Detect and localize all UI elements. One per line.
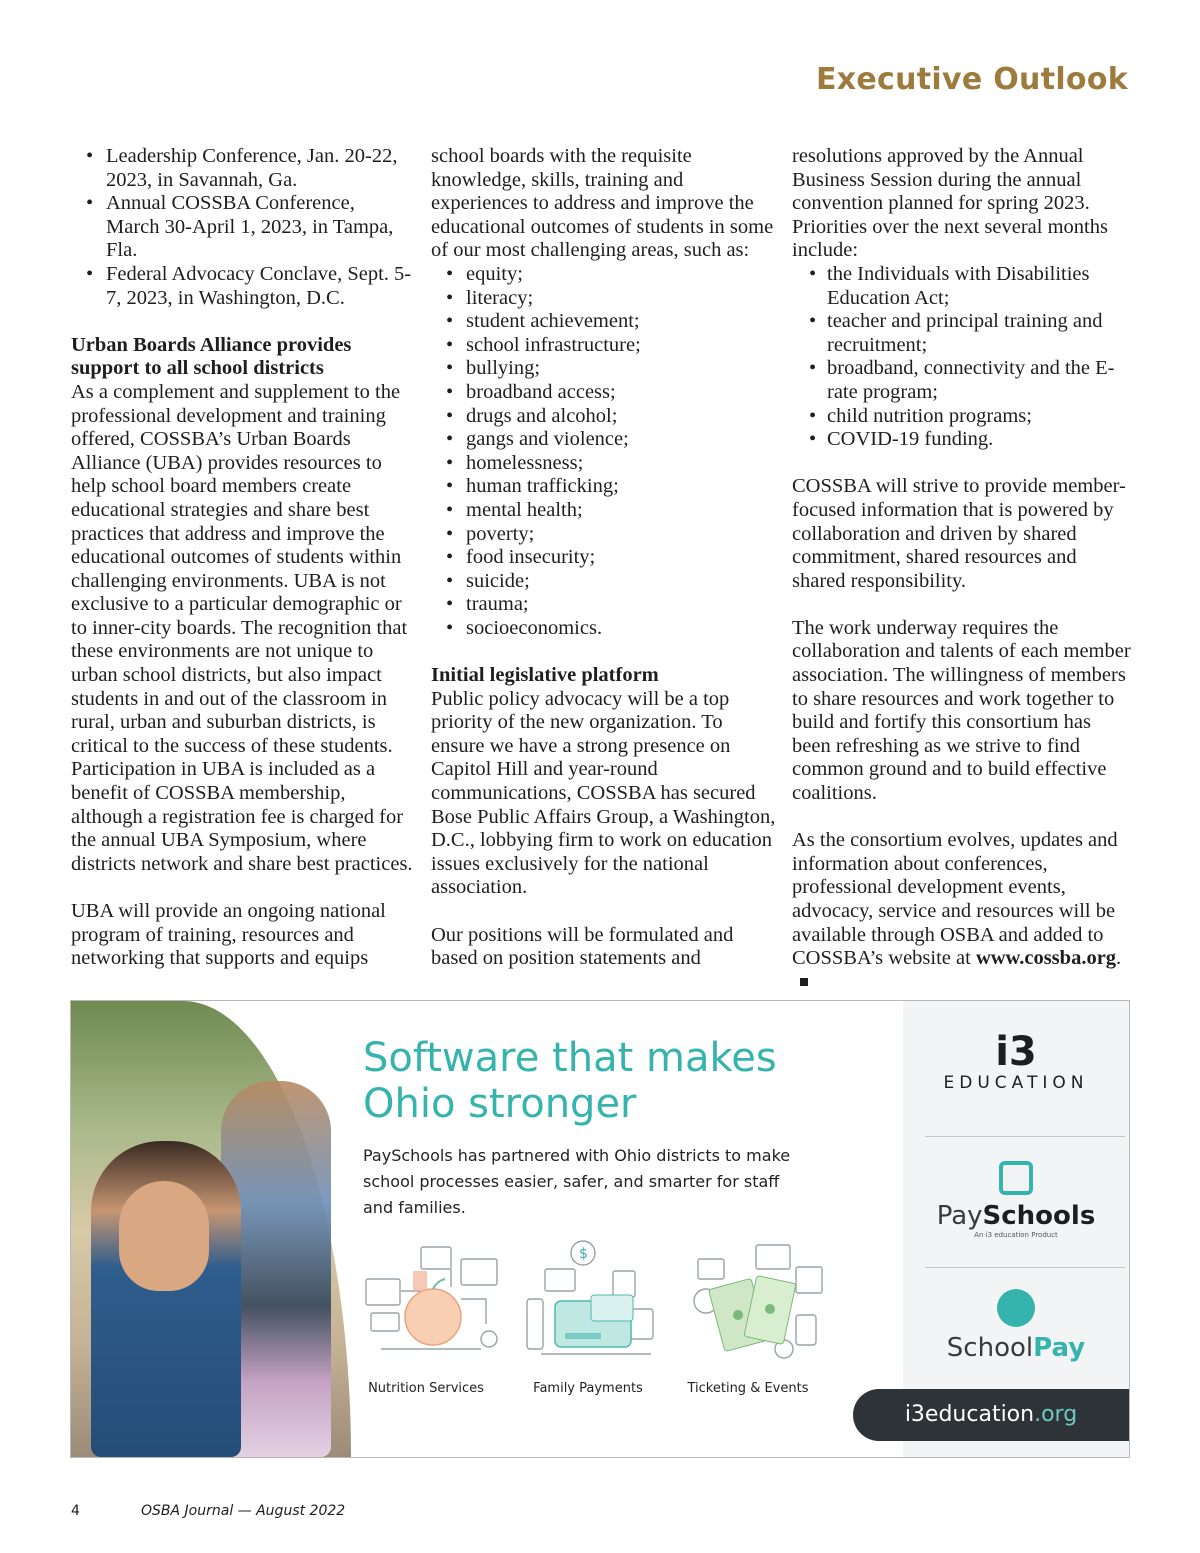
uba-paragraph-2: UBA will provide an ongoing national program of training, resources and networking that supports and equips <box>71 900 386 970</box>
ad-url[interactable] <box>853 1389 1129 1441</box>
schoolpay-icon <box>997 1289 1035 1327</box>
family-payments-icon <box>521 1239 671 1369</box>
divider <box>925 1267 1125 1268</box>
priorities-list <box>792 263 1132 452</box>
list-item: • poverty; <box>431 523 776 547</box>
uba-heading: Urban Boards Alliance provides support to all school districts <box>71 333 352 380</box>
service-label: Family Payments <box>533 1381 643 1396</box>
list-item: • the Individuals with Disabilities Education Act; <box>792 263 1132 310</box>
list-item: • food insecurity; <box>431 546 776 570</box>
ad-headline: Software that makes Ohio stronger <box>363 1035 777 1127</box>
payschools-pay: Pay <box>936 1201 983 1231</box>
service-label: Nutrition Services <box>368 1381 484 1396</box>
uba-paragraph: As a complement and supplement to the professional development and training offered, COSSBA’s Urban Boards Alliance (UBA) provides resources to help school board members create educational strategies and share best practices that address and improve the educational outcomes of students within challenging environments. UBA is not exclusive to a particular demographic or to inner-city boards. The recognition that these environments are not unique to urban school districts, but also impact students in and out of the classroom in rural, urban and suburban districts, is critical to the success of these students. Participation in UBA is included as a benefit of COSSBA membership, although a registration fee is charged for the annual UBA Symposium, where districts network and share best practices. <box>71 380 413 875</box>
i3-education-logo <box>903 1029 1129 1093</box>
list-item: • mental health; <box>431 499 776 523</box>
section-title: Executive Outlook <box>815 62 1128 97</box>
page-footer <box>71 1503 345 1519</box>
list-item: • homelessness; <box>431 452 776 476</box>
events-list <box>71 145 413 310</box>
list-item: • gangs and violence; <box>431 428 776 452</box>
list-item: • equity; <box>431 263 776 287</box>
i3-mark: i3 <box>995 1029 1037 1075</box>
schoolpay-school: School <box>946 1333 1034 1363</box>
list-item: • drugs and alcohol; <box>431 405 776 429</box>
list-item: • teacher and principal training and recruitment; <box>792 310 1132 357</box>
legislative-paragraph: Public policy advocacy will be a top priority of the new organization. To ensure we have a strong presence on Capitol Hill and year-round communications, COSSBA has secured Bose Public Affairs Group, a Washington, D.C., lobbying firm to work on education issues exclusively for the national association. <box>431 687 776 899</box>
nutrition-services-icon <box>361 1239 511 1369</box>
consortium-text: As the consortium evolves, updates and information about conferences, professional development events, advocacy, service and resources will be available through OSBA and added to COSSBA’s website at <box>792 829 1118 970</box>
payschools-tagline: An i3 education Product <box>974 1231 1058 1239</box>
list-item: • broadband access; <box>431 381 776 405</box>
payschools-logo <box>903 1161 1129 1239</box>
list-item: • trauma; <box>431 593 776 617</box>
i3-wordmark: EDUCATION <box>943 1073 1089 1093</box>
list-item: • suicide; <box>431 570 776 594</box>
list-item: • child nutrition programs; <box>792 405 1132 429</box>
url-tld: .org <box>1034 1402 1078 1427</box>
strive-paragraph: COSSBA will strive to provide member-focused information that is powered by collaboration and driven by shared commitment, shared resources and shared responsibility. <box>792 475 1126 592</box>
schoolpay-logo <box>903 1289 1129 1363</box>
list-item: • human trafficking; <box>431 475 776 499</box>
column-3 <box>792 145 1132 994</box>
payschools-icon <box>999 1161 1033 1195</box>
payschools-schools: Schools <box>982 1201 1096 1231</box>
areas-list <box>431 263 776 641</box>
legislative-heading: Initial legislative platform <box>431 664 659 687</box>
list-item: • school infrastructure; <box>431 334 776 358</box>
list-item: • Federal Advocacy Conclave, Sept. 5-7, 2023, in Washington, D.C. <box>71 263 413 310</box>
photo-face <box>119 1181 209 1291</box>
consortium-paragraph <box>792 829 1132 994</box>
list-item: • Annual COSSBA Conference, March 30-April 1, 2023, in Tampa, Fla. <box>71 192 413 263</box>
period: . <box>1116 947 1122 970</box>
schoolpay-pay: Pay <box>1033 1333 1086 1363</box>
payschools-wordmark <box>903 1201 1129 1231</box>
areas-intro: school boards with the requisite knowledge, skills, training and experiences to address and improve the educational outcomes of students in some of our most challenging areas, such as: <box>431 145 774 262</box>
end-mark-icon <box>800 978 808 986</box>
service-label: Ticketing & Events <box>687 1381 809 1396</box>
divider <box>925 1136 1125 1137</box>
priorities-intro: resolutions approved by the Annual Business Session during the annual convention planned for spring 2023. Priorities over the next several months include: <box>792 145 1108 262</box>
advertisement <box>70 1000 1130 1458</box>
list-item: • Leadership Conference, Jan. 20-22, 2023, in Savannah, Ga. <box>71 145 413 192</box>
column-1 <box>71 145 413 971</box>
website-link[interactable]: www.cossba.org <box>975 947 1117 970</box>
column-2 <box>431 145 776 971</box>
children-photo <box>71 1001 351 1457</box>
page-number: 4 <box>71 1503 80 1519</box>
list-item: • bullying; <box>431 357 776 381</box>
list-item: • broadband, connectivity and the E-rate program; <box>792 357 1132 404</box>
positions-paragraph: Our positions will be formulated and based on position statements and <box>431 923 734 970</box>
url-main: i3education <box>904 1402 1035 1427</box>
list-item: • literacy; <box>431 287 776 311</box>
list-item: • socioeconomics. <box>431 617 776 641</box>
svg-text:$: $ <box>579 1246 588 1262</box>
list-item: • COVID-19 funding. <box>792 428 1132 452</box>
ticketing-events-icon <box>686 1239 836 1369</box>
list-item: • student achievement; <box>431 310 776 334</box>
publication-name: OSBA Journal — August 2022 <box>141 1503 346 1519</box>
ad-body: PaySchools has partnered with Ohio districts to make school processes easier, safer, and smarter for staff and families. <box>363 1146 791 1217</box>
work-paragraph: The work underway requires the collaboration and talents of each member association. The willingness of members to share resources and work together to build and fortify this consortium has been refreshing as we strive to find common ground and to build effective coalitions. <box>792 616 1131 805</box>
schoolpay-wordmark <box>903 1333 1129 1363</box>
